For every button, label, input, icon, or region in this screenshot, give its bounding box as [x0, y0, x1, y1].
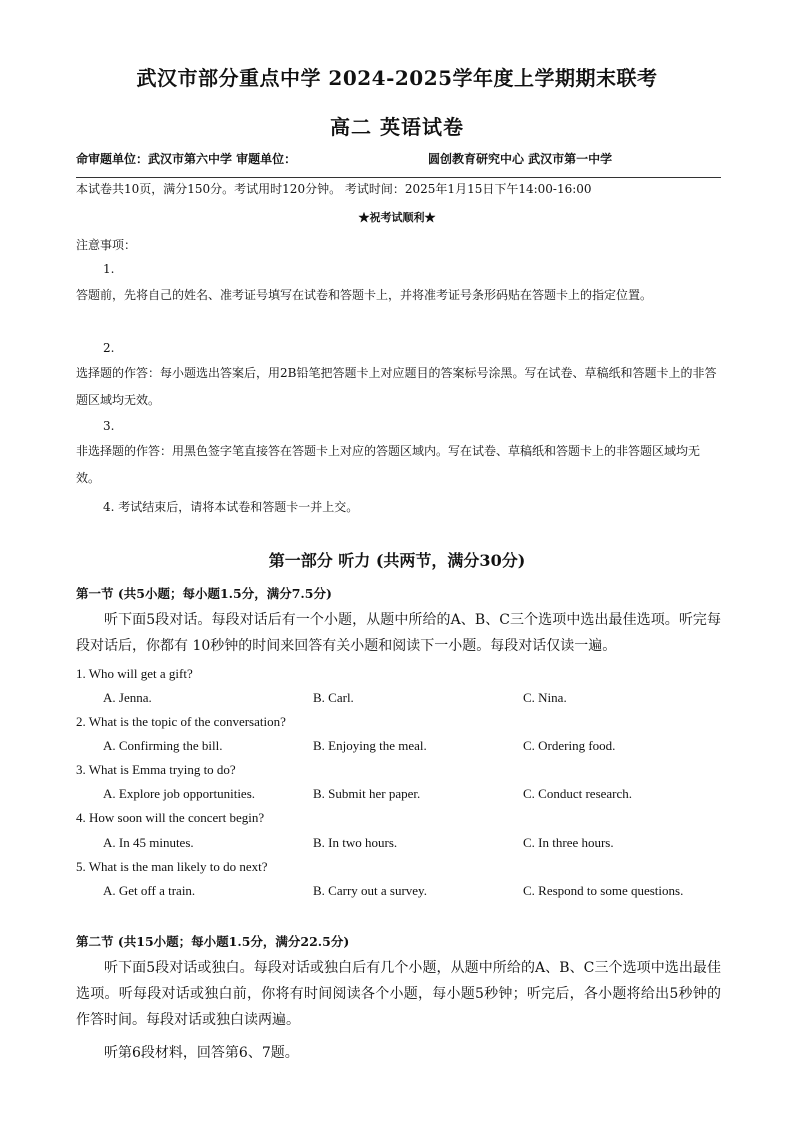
option-c: C. Respond to some questions.: [523, 883, 684, 898]
note-text: 答题前，先将自己的姓名、准考证号填写在试卷和答题卡上，并将准考证号条形码贴在答题卡上的指定位置。: [76, 288, 653, 302]
option-c: C. In three hours.: [523, 835, 614, 850]
option-a: A. Jenna.: [103, 690, 152, 705]
notes-title: 注意事项：: [76, 238, 137, 252]
option-a: A. In 45 minutes.: [103, 835, 194, 850]
option-a: A. Explore job opportunities.: [103, 786, 256, 801]
question-stem: 2. What is the topic of the conversation?: [76, 714, 286, 729]
part-title: 第一部分 听力 (共两节，满分30分): [268, 551, 526, 570]
note-text: 非选择题的作答：用黑色签字笔直接答在答题卡上对应的答题区域内。写在试卷、草稿纸和答题卡上的非答题区域均无效。: [76, 444, 701, 485]
option-c: C. Ordering food.: [523, 738, 616, 753]
option-b: B. Carry out a survey.: [313, 883, 427, 898]
section-instructions: 听下面5段对话或独白。每段对话或独白后有几个小题，从题中所给的A、B、C三个选项中选出最佳选项。听每段对话或独白前，你将有时间阅读各个小题，每小题5秒钟；听完后，各小题将给出5秒钟的作答时间。每段对话或独白读两遍。: [76, 960, 721, 1028]
option-b: B. Carl.: [313, 690, 354, 705]
exam-info: 本试卷共10页，满分150分。考试用时120分钟。 考试时间：2025年1月15日下午14:00-16:00: [76, 182, 592, 196]
question-stem: 5. What is the man likely to do next?: [76, 859, 268, 874]
option-a: A. Get off a train.: [103, 883, 196, 898]
option-c: C. Conduct research.: [523, 786, 633, 801]
option-b: B. Submit her paper.: [313, 786, 421, 801]
option-b: B. Enjoying the meal.: [313, 738, 427, 753]
section-title: 第二节 (共15小题；每小题1.5分，满分22.5分): [76, 934, 350, 949]
section-instructions: 听下面5段对话。每段对话后有一个小题，从题中所给的A、B、C三个选项中选出最佳选项。听完每段对话后，你都有 10秒钟的时间来回答有关小题和阅读下一小题。每段对话仅读一遍。: [76, 612, 721, 654]
organizer-row: [76, 150, 721, 170]
section-title: 第一节 (共5小题；每小题1.5分，满分7.5分): [76, 586, 332, 601]
question-stem: 3. What is Emma trying to do?: [76, 762, 236, 777]
exam-subtitle: 高二 英语试卷: [330, 115, 464, 139]
option-a: A. Confirming the bill.: [103, 738, 223, 753]
note-number: 1.: [103, 262, 115, 276]
good-luck-line: ★祝考试顺利★: [358, 211, 436, 224]
note-number: 3.: [103, 419, 115, 433]
question-stem: 4. How soon will the concert begin?: [76, 810, 265, 825]
note-text: 4. 考试结束后，请将本试卷和答题卡一并上交。: [103, 500, 359, 514]
option-c: C. Nina.: [523, 690, 567, 705]
exam-title: 武汉市部分重点中学 2024-2025学年度上学期期末联考: [136, 66, 658, 90]
organizer-left: 命审题单位：武汉市第六中学 审题单位：: [76, 152, 297, 166]
question-stem: 1. Who will get a gift?: [76, 666, 193, 681]
material-instruction: 听第6段材料，回答第6、7题。: [104, 1045, 299, 1061]
note-number: 2.: [103, 341, 115, 355]
option-b: B. In two hours.: [313, 835, 398, 850]
organizer-right: 圆创教育研究中心 武汉市第一中学: [428, 152, 613, 166]
note-text: 选择题的作答：每小题选出答案后，用2B铅笔把答题卡上对应题目的答案标号涂黑。写在试卷、草稿纸和答题卡上的非答题区域均无效。: [76, 366, 717, 407]
header-divider: [76, 177, 721, 178]
